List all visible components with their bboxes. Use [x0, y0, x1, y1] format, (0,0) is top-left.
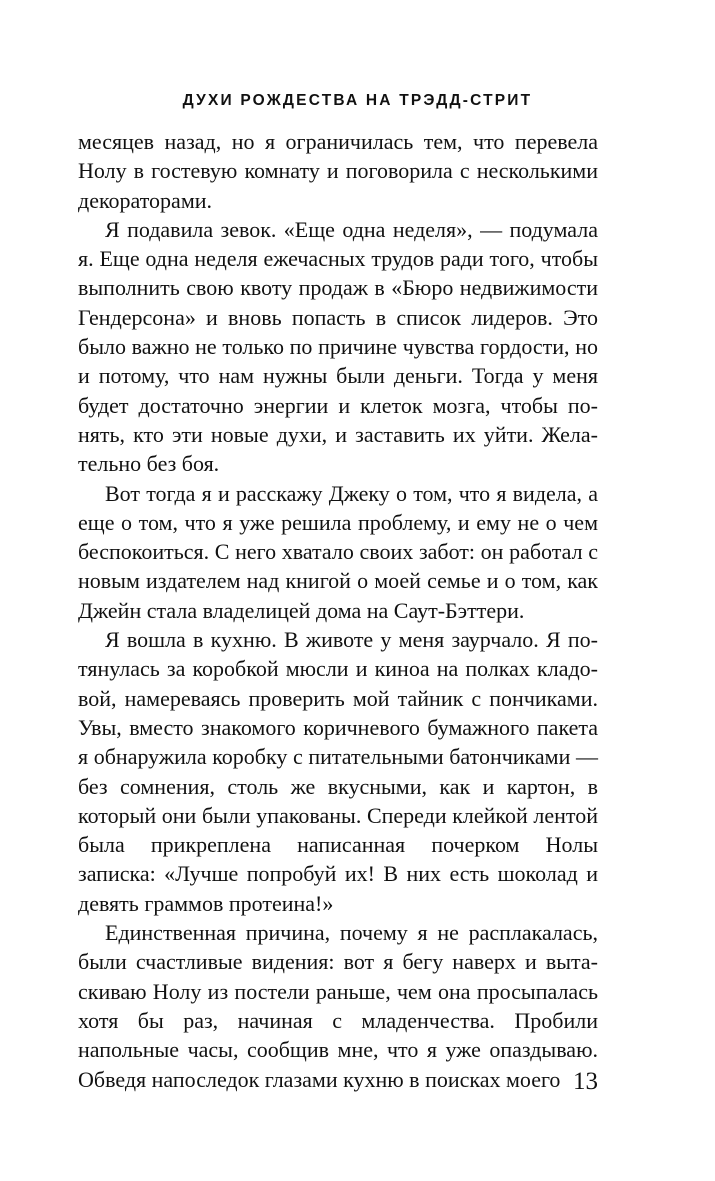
- paragraph-continued: месяцев назад, но я ограничилась тем, что перевела Нолу в гостевую комнату и поговорила с несколькими декораторами.: [78, 129, 598, 213]
- paragraph: Я вошла в кухню. В животе у меня заурчало. Я потянулась за коробкой мюсли и киноа на полках кладовой, намереваясь проверить мой тайник с пончиками. Увы, вместо знакомого коричневого бумажного пакета я обнаружила коробку с питательными батончиками — без сомнения, столь же вкусными, как и картон, в который они были упакованы. Спереди клейкой лентой была прикреплена написанная почерком Нолы записка: «Лучше попробуй их! В них есть шоколад и девять граммов протеина!»: [78, 627, 598, 916]
- paragraph: Я подавила зевок. «Еще одна неделя», — подумала я. Еще одна неделя ежечасных трудов ради того, чтобы выполнить свою квоту продаж в «Бюро недвижимости Гендерсона» и вновь попасть в список лидеров. Это было важно не только по причине чувства гордости, но и потому, что нам нужны были деньги. Тогда у меня будет достаточно энергии и клеток мозга, чтобы понять, кто эти новые духи, и заставить их уйти. Желательно без боя.: [78, 216, 598, 477]
- running-header-title: ДУХИ РОЖДЕСТВА НА ТРЭДД-СТРИТ: [182, 92, 533, 109]
- body-text: [78, 127, 598, 1094]
- paragraph: Вот тогда я и расскажу Джеку о том, что я видела, а еще о том, что я уже решила проблему, и ему не о чем беспокоиться. С него хватало своих забот: он работал с новым издателем над книгой о моей семье и о том, как Джейн стала владелицей дома на Саут-Бэттери.: [78, 480, 598, 623]
- page-number: 13: [573, 1068, 598, 1095]
- paragraph: Единственная причина, почему я не расплакалась, были счастливые видения: вот я бегу наверх и вытаскиваю Нолу из постели раньше, чем она просыпалась хотя бы раз, начиная с младенчества. Пробили напольные часы, сообщив мне, что я уже опаздываю. Обведя напоследок глазами кухню в поисках моего: [78, 920, 598, 1092]
